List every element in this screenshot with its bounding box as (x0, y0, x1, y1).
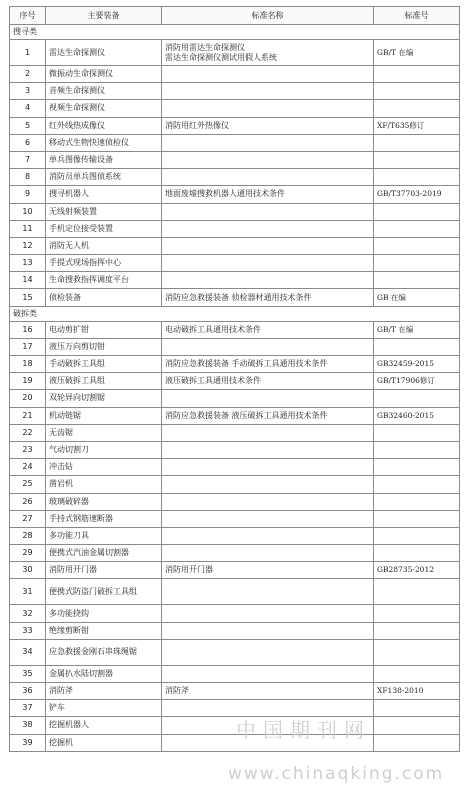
cell-serial: 31 (10, 579, 46, 605)
cell-standard-code (374, 510, 460, 527)
cell-equipment: 音频生命探测仪 (46, 83, 162, 100)
cell-equipment: 消防无人机 (46, 237, 162, 254)
table-header (10, 7, 460, 25)
cell-standard-code: GB28735-2012 (374, 562, 460, 579)
cell-serial: 14 (10, 272, 46, 289)
table-row (10, 579, 460, 605)
table-row (10, 493, 460, 510)
cell-standard-name: 消防用红外热像仪 (162, 117, 374, 134)
cell-serial: 3 (10, 83, 46, 100)
cell-serial: 29 (10, 545, 46, 562)
header-serial: 序号 (10, 7, 46, 25)
category-label: 搜寻类 (10, 25, 460, 40)
cell-standard-name: 消防斧 (162, 683, 374, 700)
header-standard-name: 标准名称 (162, 7, 374, 25)
cell-equipment: 双轮异向切割锯 (46, 390, 162, 407)
cell-equipment: 金属扒水陆切割器 (46, 665, 162, 682)
cell-equipment: 侦检装备 (46, 289, 162, 306)
cell-equipment: 消防用开门器 (46, 562, 162, 579)
table-row (10, 562, 460, 579)
table-row (10, 424, 460, 441)
table-row (10, 203, 460, 220)
cell-equipment: 无线射频装置 (46, 203, 162, 220)
cell-serial: 13 (10, 255, 46, 272)
cell-equipment: 电动剪扩钳 (46, 321, 162, 338)
cell-standard-code (374, 459, 460, 476)
cell-standard-code (374, 169, 460, 186)
cell-serial: 4 (10, 100, 46, 117)
cell-standard-code: GB/T17906修订 (374, 373, 460, 390)
table-row (10, 639, 460, 665)
cell-serial: 35 (10, 665, 46, 682)
cell-equipment: 手机定位接受装置 (46, 220, 162, 237)
table-row (10, 220, 460, 237)
cell-serial: 26 (10, 493, 46, 510)
table-row (10, 255, 460, 272)
cell-equipment: 微振动生命探测仪 (46, 66, 162, 83)
cell-standard-code (374, 665, 460, 682)
cell-standard-code (374, 441, 460, 458)
cell-standard-name (162, 734, 374, 751)
cell-serial: 39 (10, 734, 46, 751)
cell-standard-code (374, 255, 460, 272)
table-row (10, 117, 460, 134)
cell-standard-code (374, 545, 460, 562)
cell-equipment: 视频生命探测仪 (46, 100, 162, 117)
watermark-logo-text: 中国期刊网 (236, 718, 371, 742)
table-row (10, 134, 460, 151)
cell-serial: 23 (10, 441, 46, 458)
cell-serial: 34 (10, 639, 46, 665)
cell-serial: 1 (10, 40, 46, 66)
header-equipment: 主要装备 (46, 7, 162, 25)
cell-serial: 16 (10, 321, 46, 338)
cell-standard-code (374, 622, 460, 639)
cell-standard-code (374, 424, 460, 441)
table-row (10, 717, 460, 734)
cell-serial: 24 (10, 459, 46, 476)
cell-standard-code (374, 134, 460, 151)
table-row (10, 237, 460, 254)
table-row (10, 734, 460, 751)
category-row (10, 25, 460, 40)
cell-serial: 10 (10, 203, 46, 220)
cell-standard-name (162, 151, 374, 168)
table-row (10, 100, 460, 117)
table-row (10, 441, 460, 458)
cell-standard-name (162, 203, 374, 220)
table-row (10, 356, 460, 373)
cell-standard-code (374, 390, 460, 407)
cell-standard-code (374, 338, 460, 355)
cell-standard-code (374, 493, 460, 510)
cell-serial: 18 (10, 356, 46, 373)
cell-standard-name (162, 459, 374, 476)
cell-standard-code (374, 734, 460, 751)
cell-standard-name (162, 169, 374, 186)
cell-equipment: 液压破拆工具组 (46, 373, 162, 390)
cell-serial: 37 (10, 700, 46, 717)
cell-equipment: 应急救援金刚石串珠绳锯 (46, 639, 162, 665)
table-row (10, 151, 460, 168)
cell-standard-name: 消防用雷达生命探测仪 雷达生命探测仪测试用假人系统 (162, 40, 374, 66)
cell-serial: 28 (10, 527, 46, 544)
cell-standard-code: GB32460-2015 (374, 407, 460, 424)
cell-standard-name (162, 338, 374, 355)
cell-standard-name: 消防应急救援装备 液压破拆工具通用技术条件 (162, 407, 374, 424)
cell-standard-code (374, 272, 460, 289)
cell-standard-name (162, 622, 374, 639)
cell-serial: 27 (10, 510, 46, 527)
cell-equipment: 生命搜救指挥调度平台 (46, 272, 162, 289)
cell-standard-code (374, 100, 460, 117)
cell-standard-name (162, 476, 374, 493)
table-body (10, 25, 460, 752)
table-row (10, 459, 460, 476)
table-row (10, 338, 460, 355)
cell-serial: 30 (10, 562, 46, 579)
cell-standard-code (374, 220, 460, 237)
cell-serial: 2 (10, 66, 46, 83)
cell-standard-code (374, 639, 460, 665)
cell-standard-name (162, 717, 374, 734)
cell-standard-name (162, 83, 374, 100)
table-row (10, 527, 460, 544)
cell-standard-code (374, 83, 460, 100)
cell-standard-code (374, 237, 460, 254)
cell-equipment: 手提式现场指挥中心 (46, 255, 162, 272)
cell-standard-name: 消防用开门器 (162, 562, 374, 579)
cell-equipment: 绝缘剪断钳 (46, 622, 162, 639)
cell-standard-name (162, 424, 374, 441)
table-row (10, 83, 460, 100)
cell-equipment: 凿岩机 (46, 476, 162, 493)
cell-serial: 15 (10, 289, 46, 306)
cell-serial: 7 (10, 151, 46, 168)
cell-standard-name: 电动破拆工具通用技术条件 (162, 321, 374, 338)
cell-standard-name (162, 390, 374, 407)
table-row (10, 66, 460, 83)
cell-serial: 25 (10, 476, 46, 493)
table-row (10, 665, 460, 682)
cell-standard-name (162, 220, 374, 237)
table-row (10, 289, 460, 306)
cell-equipment: 多功能挠钩 (46, 605, 162, 622)
cell-standard-name (162, 545, 374, 562)
cell-equipment: 多功能刀具 (46, 527, 162, 544)
cell-serial: 32 (10, 605, 46, 622)
cell-standard-code: GB/T37703-2019 (374, 186, 460, 203)
cell-standard-name (162, 665, 374, 682)
cell-serial: 8 (10, 169, 46, 186)
cell-equipment: 雷达生命探测仪 (46, 40, 162, 66)
cell-standard-code (374, 527, 460, 544)
cell-equipment: 搜寻机器人 (46, 186, 162, 203)
cell-standard-name: 消防应急救援装备 侦检器材通用技术条件 (162, 289, 374, 306)
cell-standard-name (162, 579, 374, 605)
cell-serial: 6 (10, 134, 46, 151)
cell-serial: 33 (10, 622, 46, 639)
cell-equipment: 红外线热成像仪 (46, 117, 162, 134)
cell-standard-name (162, 510, 374, 527)
cell-standard-code (374, 717, 460, 734)
cell-standard-name (162, 100, 374, 117)
table-row (10, 622, 460, 639)
cell-equipment: 消防斧 (46, 683, 162, 700)
cell-serial: 11 (10, 220, 46, 237)
table-row (10, 407, 460, 424)
cell-serial: 9 (10, 186, 46, 203)
cell-standard-name (162, 493, 374, 510)
cell-standard-name (162, 441, 374, 458)
cell-equipment: 手动破拆工具组 (46, 356, 162, 373)
cell-equipment: 挖掘机 (46, 734, 162, 751)
category-label: 破拆类 (10, 306, 460, 321)
cell-serial: 5 (10, 117, 46, 134)
cell-equipment: 便携式汽油金属切割器 (46, 545, 162, 562)
cell-serial: 19 (10, 373, 46, 390)
cell-standard-code: GB/T 在编 (374, 321, 460, 338)
table-row (10, 390, 460, 407)
table-row (10, 40, 460, 66)
cell-serial: 22 (10, 424, 46, 441)
table-row (10, 683, 460, 700)
cell-standard-name (162, 134, 374, 151)
cell-standard-name (162, 605, 374, 622)
cell-equipment: 手持式钢筋速断器 (46, 510, 162, 527)
cell-standard-code: XF/T635修订 (374, 117, 460, 134)
table-row (10, 605, 460, 622)
cell-standard-code (374, 66, 460, 83)
cell-equipment: 消防员单兵图侦系统 (46, 169, 162, 186)
table-row (10, 321, 460, 338)
watermark-url: www.chinaqking.com (228, 764, 445, 784)
header-standard-code: 标准号 (374, 7, 460, 25)
cell-standard-code (374, 203, 460, 220)
table-row (10, 545, 460, 562)
cell-equipment: 玻璃破碎器 (46, 493, 162, 510)
cell-standard-code: GB32459-2015 (374, 356, 460, 373)
table-row (10, 272, 460, 289)
cell-serial: 38 (10, 717, 46, 734)
cell-standard-name (162, 237, 374, 254)
equipment-standards-table (9, 6, 460, 752)
cell-standard-code: GB 在编 (374, 289, 460, 306)
cell-serial: 17 (10, 338, 46, 355)
cell-standard-name: 地面废墟搜救机器人通用技术条件 (162, 186, 374, 203)
cell-serial: 20 (10, 390, 46, 407)
cell-equipment: 移动式生物快速侦检仪 (46, 134, 162, 151)
cell-serial: 36 (10, 683, 46, 700)
cell-standard-code (374, 700, 460, 717)
cell-serial: 12 (10, 237, 46, 254)
cell-equipment: 铲车 (46, 700, 162, 717)
cell-serial: 21 (10, 407, 46, 424)
cell-equipment: 无齿锯 (46, 424, 162, 441)
table-row (10, 510, 460, 527)
cell-standard-name (162, 527, 374, 544)
cell-standard-code (374, 605, 460, 622)
cell-equipment: 机动链锯 (46, 407, 162, 424)
category-row (10, 306, 460, 321)
cell-standard-name (162, 272, 374, 289)
cell-equipment: 便携式防盗门破拆工具组 (46, 579, 162, 605)
cell-standard-code (374, 579, 460, 605)
table-row (10, 373, 460, 390)
cell-equipment: 气动切割刀 (46, 441, 162, 458)
cell-standard-name (162, 255, 374, 272)
cell-standard-code: GB/T 在编 (374, 40, 460, 66)
cell-equipment: 液压万向剪切钳 (46, 338, 162, 355)
cell-standard-code (374, 476, 460, 493)
cell-standard-name: 消防应急救援装备 手动破拆工具通用技术条件 (162, 356, 374, 373)
table-row (10, 700, 460, 717)
cell-equipment: 单兵图像传输设备 (46, 151, 162, 168)
cell-standard-name (162, 700, 374, 717)
cell-equipment: 挖掘机器人 (46, 717, 162, 734)
table-row (10, 169, 460, 186)
cell-standard-code: XF138-2010 (374, 683, 460, 700)
cell-standard-name (162, 66, 374, 83)
cell-equipment: 冲击钻 (46, 459, 162, 476)
cell-standard-name (162, 639, 374, 665)
cell-standard-name: 液压破拆工具通用技术条件 (162, 373, 374, 390)
cell-standard-code (374, 151, 460, 168)
table-row (10, 476, 460, 493)
table-row (10, 186, 460, 203)
